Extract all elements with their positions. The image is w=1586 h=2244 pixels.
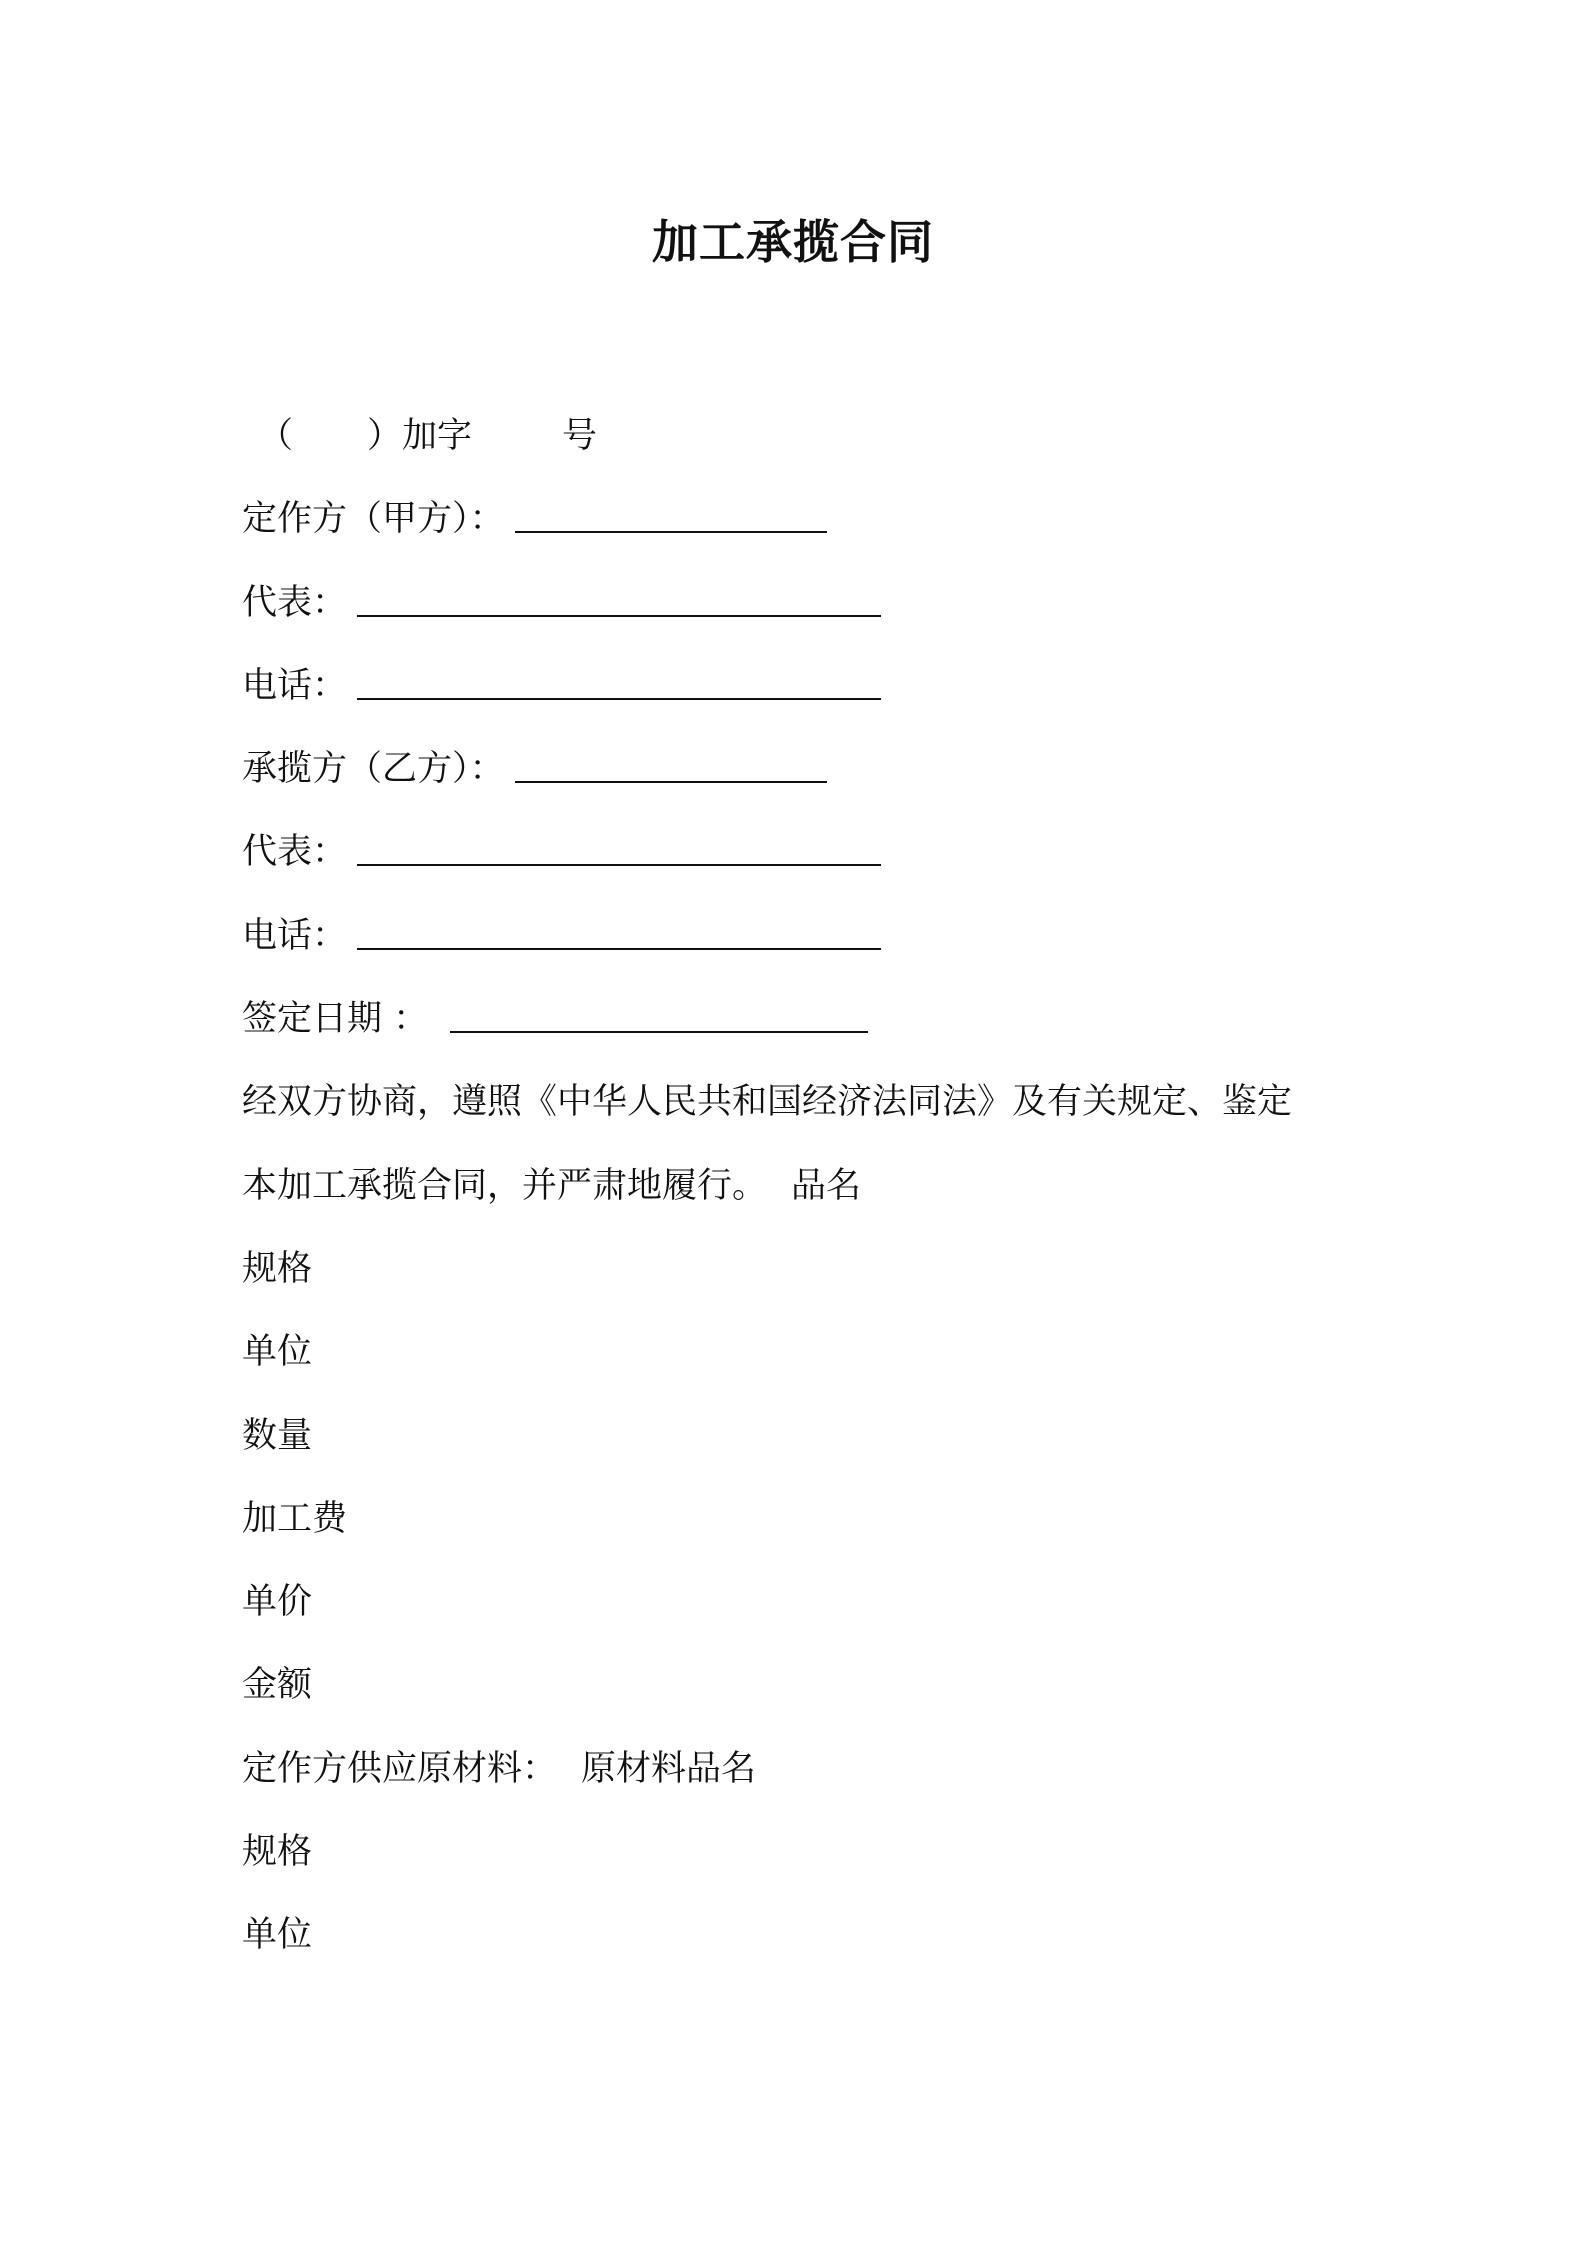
contract-number-suffix: 号 [562,416,598,456]
party-b-rep-line [242,822,1442,905]
item-processing-fee: 加工费 [242,1498,348,1539]
preamble-line-1: 经双方协商，遵照《中华人民共和国经济法同法》及有关规定、鉴定 [242,1082,1293,1123]
materials-label: 定作方供应原材料： [242,1748,558,1789]
party-b-phone-line [242,906,1442,989]
party-b-phone-label: 电话： [242,915,348,956]
item-product-name: 品名 [791,1165,862,1206]
document-body [242,406,1442,1989]
party-b-phone-blank[interactable] [357,906,881,950]
party-a-phone-label: 电话： [242,665,348,706]
preamble-line-2 [242,1156,1442,1239]
materials-line [242,1739,1442,1822]
item-amount: 金额 [242,1665,313,1706]
material-spec: 规格 [242,1832,313,1873]
item-unit: 单位 [242,1332,313,1373]
item-unit-price: 单价 [242,1582,313,1623]
item-quantity: 数量 [242,1415,313,1456]
party-b-blank[interactable] [515,739,827,783]
party-b-rep-blank[interactable] [357,822,881,866]
party-a-rep-label: 代表： [242,582,348,623]
party-a-label: 定作方（甲方）： [242,499,505,540]
party-a-phone-line [242,656,1442,739]
contract-number-open-paren: （ [258,416,294,456]
sign-date-label: 签定日期 ： [242,999,429,1040]
material-unit: 单位 [242,1915,313,1956]
preamble-line-2-text: 本加工承揽合同，并严肃地履行。 [242,1165,768,1206]
party-a-rep-line [242,573,1442,656]
sign-date-blank[interactable] [450,989,868,1033]
contract-number-line [242,406,1442,489]
party-a-blank[interactable] [515,489,827,533]
party-b-rep-label: 代表： [242,832,348,873]
document-title: 加工承揽合同 [652,215,934,269]
party-b-line [242,739,1442,822]
party-a-phone-blank[interactable] [357,656,881,700]
party-a-rep-blank[interactable] [357,573,881,617]
party-b-label: 承揽方（乙方）： [242,749,505,790]
sign-date-line [242,989,1442,1072]
contract-number-label: ）加字 [367,416,473,456]
item-spec: 规格 [242,1248,313,1289]
party-a-line [242,489,1442,572]
materials-first-item: 原材料品名 [581,1748,757,1789]
